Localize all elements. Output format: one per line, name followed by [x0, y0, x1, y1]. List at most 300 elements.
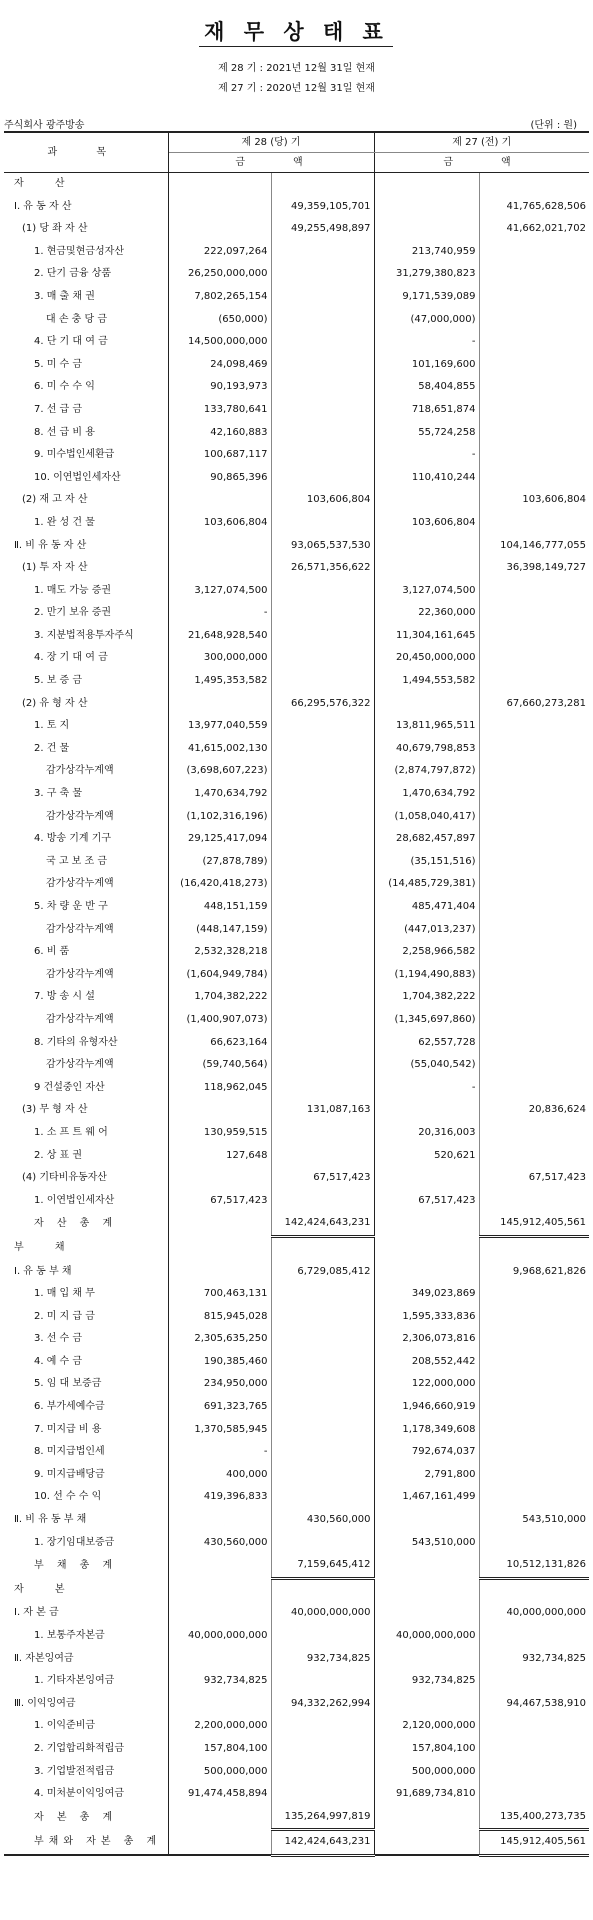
- current-detail-amount: 1,495,353,582: [168, 670, 271, 693]
- current-total-amount: [271, 1145, 374, 1168]
- current-detail-amount: [168, 196, 271, 219]
- previous-detail-amount: 1,946,660,919: [374, 1396, 479, 1419]
- previous-total-amount: [479, 422, 589, 445]
- previous-total-amount: [479, 828, 589, 851]
- current-detail-amount: [168, 173, 271, 196]
- previous-detail-amount: -: [374, 1077, 479, 1100]
- current-total-amount: [271, 873, 374, 896]
- previous-total-amount: [479, 1373, 589, 1396]
- current-detail-amount: 24,098,469: [168, 354, 271, 377]
- account-name-cell: 국 고 보 조 금: [4, 851, 168, 874]
- previous-detail-amount: 718,651,874: [374, 399, 479, 422]
- previous-total-amount: [479, 1625, 589, 1648]
- table-row: [4, 1806, 589, 1830]
- header-current-sub1: 금: [168, 153, 271, 173]
- current-total-amount: 93,065,537,530: [271, 535, 374, 558]
- account-name-cell: 2. 건 물: [4, 738, 168, 761]
- account-name-cell: 4. 예 수 금: [4, 1351, 168, 1374]
- previous-total-amount: [479, 173, 589, 196]
- current-total-amount: [271, 263, 374, 286]
- previous-detail-amount: 58,404,855: [374, 376, 479, 399]
- previous-total-amount: [479, 1306, 589, 1329]
- previous-total-amount: [479, 263, 589, 286]
- table-row: [4, 1648, 589, 1671]
- current-detail-amount: 1,470,634,792: [168, 783, 271, 806]
- current-total-amount: 6,729,085,412: [271, 1261, 374, 1284]
- table-row: [4, 1602, 589, 1625]
- account-name-cell: Ⅲ. 이익잉여금: [4, 1693, 168, 1716]
- previous-total-amount: [479, 783, 589, 806]
- previous-total-amount: [479, 647, 589, 670]
- previous-detail-amount: 2,306,073,816: [374, 1328, 479, 1351]
- current-detail-amount: 127,648: [168, 1145, 271, 1168]
- account-name-cell: 6. 비 품: [4, 941, 168, 964]
- table-row: [4, 1830, 589, 1856]
- current-detail-amount: 103,606,804: [168, 512, 271, 535]
- previous-total-amount: 40,000,000,000: [506, 1607, 587, 1619]
- current-detail-amount: (448,147,159): [168, 919, 271, 942]
- current-total-amount: 7,159,645,412: [271, 1554, 374, 1578]
- table-row: [4, 873, 589, 896]
- current-total-amount: [271, 760, 374, 783]
- account-name-cell: 7. 선 급 금: [4, 399, 168, 422]
- previous-detail-amount: 3,127,074,500: [374, 580, 479, 603]
- current-total-amount: [271, 964, 374, 987]
- account-name-cell: 감가상각누계액: [4, 1009, 168, 1032]
- table-row: [4, 1554, 589, 1578]
- previous-detail-amount: 103,606,804: [374, 512, 479, 535]
- account-name-cell: 부채와 자본 총 계: [4, 1830, 168, 1856]
- previous-total-amount: 145,912,405,561: [479, 1830, 589, 1856]
- account-name-cell: 5. 미 수 금: [4, 354, 168, 377]
- current-total-amount: [271, 715, 374, 738]
- previous-detail-amount: 22,360,000: [374, 602, 479, 625]
- current-detail-amount: [168, 1693, 271, 1716]
- account-name-cell: 감가상각누계액: [4, 806, 168, 829]
- current-total-amount: [271, 580, 374, 603]
- current-total-amount: [271, 286, 374, 309]
- table-row: [4, 1190, 589, 1213]
- previous-detail-amount: [374, 489, 479, 512]
- current-detail-amount: [168, 1261, 271, 1284]
- table-row: [4, 218, 589, 241]
- table-row: [4, 1283, 589, 1306]
- current-detail-amount: [168, 218, 271, 241]
- previous-total-amount: 103,606,804: [522, 494, 587, 506]
- document-title: 재 무 상 태 표: [204, 20, 389, 44]
- account-name-cell: 10. 선 수 수 익: [4, 1486, 168, 1509]
- previous-total-amount: [479, 1054, 589, 1077]
- current-detail-amount: [168, 1167, 271, 1190]
- account-name-cell: 자 본: [4, 1578, 168, 1602]
- current-detail-amount: 130,959,515: [168, 1122, 271, 1145]
- account-name-cell: 5. 보 증 금: [4, 670, 168, 693]
- table-row: [4, 580, 589, 603]
- header-previous-sub1: 금: [374, 153, 479, 173]
- table-row: [4, 670, 589, 693]
- account-name-cell: (4) 기타비유동자산: [4, 1167, 168, 1190]
- previous-total-amount: [479, 986, 589, 1009]
- table-row: [4, 376, 589, 399]
- previous-detail-amount: 31,279,380,823: [374, 263, 479, 286]
- previous-total-amount: [479, 1009, 589, 1032]
- previous-total-amount: [479, 602, 589, 625]
- current-total-amount: [271, 738, 374, 761]
- current-detail-amount: 500,000,000: [168, 1761, 271, 1784]
- current-total-amount: [271, 1054, 374, 1077]
- current-detail-amount: [168, 1212, 271, 1236]
- previous-total-amount: [479, 286, 589, 309]
- previous-detail-amount: -: [374, 331, 479, 354]
- account-name-cell: 9. 미수법인세환급: [4, 444, 168, 467]
- previous-total-amount: [479, 1761, 589, 1784]
- account-name-cell: 2. 단기 금융 상품: [4, 263, 168, 286]
- current-total-amount: [271, 647, 374, 670]
- account-name-cell: 1. 현금및현금성자산: [4, 241, 168, 264]
- table-row: [4, 1693, 589, 1716]
- previous-total-amount: 145,912,405,561: [479, 1212, 589, 1236]
- current-total-amount: [271, 354, 374, 377]
- current-total-amount: [271, 1328, 374, 1351]
- table-row: [4, 557, 589, 580]
- current-detail-amount: 7,802,265,154: [168, 286, 271, 309]
- table-row: [4, 647, 589, 670]
- previous-total-amount: [479, 467, 589, 490]
- current-detail-amount: [168, 1806, 271, 1830]
- current-total-amount: [271, 1122, 374, 1145]
- previous-total-amount: [479, 896, 589, 919]
- previous-detail-amount: [374, 1648, 479, 1671]
- previous-total-amount: [479, 580, 589, 603]
- account-name-cell: 6. 부가세예수금: [4, 1396, 168, 1419]
- current-total-amount: [271, 1032, 374, 1055]
- previous-total-amount: [479, 1532, 589, 1555]
- table-row: [4, 1464, 589, 1487]
- current-detail-amount: 222,097,264: [168, 241, 271, 264]
- current-detail-amount: (3,698,607,223): [168, 760, 271, 783]
- current-detail-amount: 2,305,635,250: [168, 1328, 271, 1351]
- current-total-amount: [271, 1306, 374, 1329]
- account-name-cell: 2. 기업합리화적립금: [4, 1738, 168, 1761]
- current-detail-amount: 691,323,765: [168, 1396, 271, 1419]
- current-detail-amount: 91,474,458,894: [168, 1783, 271, 1806]
- current-total-amount: [271, 602, 374, 625]
- previous-total-amount: [479, 241, 589, 264]
- previous-detail-amount: -: [374, 444, 479, 467]
- previous-detail-amount: [374, 557, 479, 580]
- table-row: [4, 941, 589, 964]
- table-row: [4, 1054, 589, 1077]
- current-total-amount: 49,359,105,701: [271, 196, 374, 219]
- account-name-cell: 3. 매 출 채 권: [4, 286, 168, 309]
- current-total-amount: 67,517,423: [271, 1167, 374, 1190]
- current-detail-amount: 932,734,825: [168, 1670, 271, 1693]
- table-row: [4, 1351, 589, 1374]
- table-row: [4, 1761, 589, 1784]
- table-row: [4, 196, 589, 219]
- table-row: [4, 1009, 589, 1032]
- current-detail-amount: 2,532,328,218: [168, 941, 271, 964]
- account-name-cell: 1. 토 지: [4, 715, 168, 738]
- current-detail-amount: 41,615,002,130: [168, 738, 271, 761]
- previous-total-amount: 67,517,423: [528, 1172, 587, 1184]
- previous-total-amount: [479, 715, 589, 738]
- previous-detail-amount: 157,804,100: [374, 1738, 479, 1761]
- current-detail-amount: (650,000): [168, 309, 271, 332]
- previous-total-amount: 67,660,273,281: [506, 697, 587, 709]
- header-previous-sub2: 액: [479, 153, 589, 173]
- previous-total-amount: [479, 1441, 589, 1464]
- current-total-amount: [271, 1464, 374, 1487]
- account-name-cell: 1. 이익준비금: [4, 1715, 168, 1738]
- current-total-amount: [271, 173, 374, 196]
- account-name-cell: 감가상각누계액: [4, 1054, 168, 1077]
- current-total-amount: [271, 783, 374, 806]
- previous-detail-amount: 1,595,333,836: [374, 1306, 479, 1329]
- table-row: [4, 1032, 589, 1055]
- table-row: [4, 286, 589, 309]
- account-name-cell: 감가상각누계액: [4, 919, 168, 942]
- previous-detail-amount: 1,704,382,222: [374, 986, 479, 1009]
- account-name-cell: 1. 기타자본잉여금: [4, 1670, 168, 1693]
- previous-total-amount: [479, 399, 589, 422]
- current-detail-amount: 26,250,000,000: [168, 263, 271, 286]
- account-name-cell: 3. 선 수 금: [4, 1328, 168, 1351]
- previous-total-amount: [479, 1738, 589, 1761]
- previous-detail-amount: (55,040,542): [374, 1054, 479, 1077]
- table-row: [4, 986, 589, 1009]
- current-total-amount: 131,087,163: [271, 1099, 374, 1122]
- header-previous-period: 제 27 (전) 기: [374, 132, 589, 153]
- table-row: [4, 1783, 589, 1806]
- current-detail-amount: [168, 1830, 271, 1856]
- previous-detail-amount: 40,000,000,000: [374, 1625, 479, 1648]
- current-total-amount: [271, 1532, 374, 1555]
- account-name-cell: Ⅰ. 유 동 자 산: [4, 196, 168, 219]
- current-total-amount: 142,424,643,231: [271, 1212, 374, 1236]
- previous-total-amount: [479, 1145, 589, 1168]
- current-total-amount: [271, 828, 374, 851]
- account-name-cell: (2) 유 형 자 산: [4, 693, 168, 716]
- previous-total-amount: 20,836,624: [528, 1104, 587, 1116]
- table-row: [4, 241, 589, 264]
- account-name-cell: Ⅱ. 자본잉여금: [4, 1648, 168, 1671]
- title-underline: [199, 46, 393, 47]
- previous-detail-amount: [374, 1578, 479, 1602]
- current-detail-amount: 21,648,928,540: [168, 625, 271, 648]
- current-detail-amount: 13,977,040,559: [168, 715, 271, 738]
- account-name-cell: 1. 장기임대보증금: [4, 1532, 168, 1555]
- current-total-amount: [271, 241, 374, 264]
- previous-detail-amount: 520,621: [374, 1145, 479, 1168]
- current-detail-amount: 448,151,159: [168, 896, 271, 919]
- account-name-cell: 3. 기업발전적립금: [4, 1761, 168, 1784]
- table-row: [4, 1373, 589, 1396]
- table-row: [4, 919, 589, 942]
- previous-total-amount: [479, 760, 589, 783]
- previous-detail-amount: 20,450,000,000: [374, 647, 479, 670]
- account-name-cell: (1) 당 좌 자 산: [4, 218, 168, 241]
- table-row: [4, 422, 589, 445]
- previous-detail-amount: 9,171,539,089: [374, 286, 479, 309]
- current-detail-amount: 67,517,423: [168, 1190, 271, 1213]
- current-total-amount: 103,606,804: [271, 489, 374, 512]
- current-total-amount: [271, 1670, 374, 1693]
- account-name-cell: 부 채 총 계: [4, 1554, 168, 1578]
- table-row: [4, 1486, 589, 1509]
- table-row: [4, 851, 589, 874]
- account-name-cell: 8. 미지급법인세: [4, 1441, 168, 1464]
- table-row: [4, 354, 589, 377]
- current-detail-amount: [168, 1554, 271, 1578]
- previous-total-amount: [479, 309, 589, 332]
- current-total-amount: [271, 670, 374, 693]
- table-row: [4, 738, 589, 761]
- table-row: [4, 806, 589, 829]
- current-detail-amount: [168, 1099, 271, 1122]
- previous-total-amount: [479, 1236, 589, 1260]
- previous-total-amount: [479, 1190, 589, 1213]
- previous-total-amount: [479, 1486, 589, 1509]
- previous-total-amount: [479, 354, 589, 377]
- current-total-amount: [271, 376, 374, 399]
- account-name-cell: 8. 기타의 유형자산: [4, 1032, 168, 1055]
- previous-total-amount: [479, 919, 589, 942]
- current-total-amount: [271, 467, 374, 490]
- table-row: [4, 1625, 589, 1648]
- table-row: [4, 693, 589, 716]
- current-detail-amount: 700,463,131: [168, 1283, 271, 1306]
- table-row: [4, 783, 589, 806]
- table-row: [4, 1328, 589, 1351]
- account-name-cell: 10. 이연법인세자산: [4, 467, 168, 490]
- current-total-amount: [271, 806, 374, 829]
- current-detail-amount: [168, 693, 271, 716]
- previous-total-amount: 10,512,131,826: [479, 1554, 589, 1578]
- current-detail-amount: [168, 1648, 271, 1671]
- account-name-cell: 1. 소 프 트 웨 어: [4, 1122, 168, 1145]
- account-name-cell: Ⅰ. 자 본 금: [4, 1602, 168, 1625]
- table-row: [4, 1670, 589, 1693]
- current-total-amount: [271, 1190, 374, 1213]
- previous-total-amount: [479, 625, 589, 648]
- header-current-sub2: 액: [271, 153, 374, 173]
- current-total-amount: 40,000,000,000: [271, 1602, 374, 1625]
- current-total-amount: [271, 625, 374, 648]
- current-detail-amount: (16,420,418,273): [168, 873, 271, 896]
- previous-detail-amount: 500,000,000: [374, 1761, 479, 1784]
- previous-total-amount: [479, 670, 589, 693]
- table-row: [4, 1509, 589, 1532]
- previous-detail-amount: 543,510,000: [374, 1532, 479, 1555]
- current-total-amount: [271, 422, 374, 445]
- table-row: [4, 828, 589, 851]
- current-detail-amount: (1,604,949,784): [168, 964, 271, 987]
- previous-detail-amount: (14,485,729,381): [374, 873, 479, 896]
- previous-total-amount: [479, 851, 589, 874]
- previous-detail-amount: 1,178,349,608: [374, 1419, 479, 1442]
- previous-total-amount: [479, 738, 589, 761]
- current-total-amount: 135,264,997,819: [271, 1806, 374, 1830]
- previous-detail-amount: (2,874,797,872): [374, 760, 479, 783]
- current-detail-amount: (1,102,316,196): [168, 806, 271, 829]
- previous-detail-amount: 55,724,258: [374, 422, 479, 445]
- previous-total-amount: [479, 1328, 589, 1351]
- current-detail-amount: [168, 1578, 271, 1602]
- previous-total-amount: [479, 1715, 589, 1738]
- current-total-amount: [271, 331, 374, 354]
- table-row: [4, 896, 589, 919]
- previous-detail-amount: [374, 1830, 479, 1856]
- previous-total-amount: 9,968,621,826: [512, 1265, 587, 1277]
- table-row: [4, 1306, 589, 1329]
- previous-total-amount: [479, 512, 589, 535]
- previous-detail-amount: (1,194,490,883): [374, 964, 479, 987]
- account-name-cell: 6. 미 수 수 익: [4, 376, 168, 399]
- current-total-amount: [271, 1351, 374, 1374]
- current-detail-amount: 3,127,074,500: [168, 580, 271, 603]
- account-name-cell: 자 산 총 계: [4, 1212, 168, 1236]
- current-detail-amount: (27,878,789): [168, 851, 271, 874]
- account-name-cell: 감가상각누계액: [4, 873, 168, 896]
- current-total-amount: 94,332,262,994: [271, 1693, 374, 1716]
- table-row: [4, 1532, 589, 1555]
- previous-detail-amount: 1,494,553,582: [374, 670, 479, 693]
- previous-detail-amount: (1,058,040,417): [374, 806, 479, 829]
- table-row: [4, 1167, 589, 1190]
- current-detail-amount: 234,950,000: [168, 1373, 271, 1396]
- previous-total-amount: [479, 1670, 589, 1693]
- current-total-amount: [271, 1486, 374, 1509]
- current-detail-amount: 430,560,000: [168, 1532, 271, 1555]
- previous-detail-amount: 110,410,244: [374, 467, 479, 490]
- current-total-amount: [271, 1441, 374, 1464]
- previous-total-amount: 135,400,273,735: [479, 1806, 589, 1830]
- current-detail-amount: -: [168, 1441, 271, 1464]
- table-row: [4, 1738, 589, 1761]
- table-row: [4, 1099, 589, 1122]
- previous-detail-amount: [374, 1212, 479, 1236]
- previous-total-amount: [479, 1578, 589, 1602]
- previous-detail-amount: 792,674,037: [374, 1441, 479, 1464]
- account-name-cell: 7. 방 송 시 설: [4, 986, 168, 1009]
- previous-detail-amount: [374, 693, 479, 716]
- table-row: [4, 535, 589, 558]
- account-name-cell: Ⅱ. 비 유 동 자 산: [4, 535, 168, 558]
- current-total-amount: [271, 1373, 374, 1396]
- previous-detail-amount: 2,791,800: [374, 1464, 479, 1487]
- current-total-amount: 66,295,576,322: [271, 693, 374, 716]
- account-name-cell: 9 건설중인 자산: [4, 1077, 168, 1100]
- current-total-amount: 932,734,825: [271, 1648, 374, 1671]
- account-name-cell: 7. 미지급 비 용: [4, 1419, 168, 1442]
- account-name-cell: 3. 지분법적용투자주식: [4, 625, 168, 648]
- period-current: 제 28 기 : 2021년 12월 31일 현재: [218, 63, 375, 74]
- account-name-cell: 1. 매도 가능 증권: [4, 580, 168, 603]
- table-row: [4, 263, 589, 286]
- previous-detail-amount: [374, 1099, 479, 1122]
- previous-total-amount: 41,765,628,506: [506, 200, 587, 212]
- table-row: [4, 309, 589, 332]
- previous-detail-amount: [374, 1602, 479, 1625]
- current-total-amount: [271, 1419, 374, 1442]
- previous-total-amount: 41,662,021,702: [506, 223, 587, 235]
- current-detail-amount: 66,623,164: [168, 1032, 271, 1055]
- current-total-amount: [271, 919, 374, 942]
- account-name-cell: 1. 매 입 채 무: [4, 1283, 168, 1306]
- account-name-cell: 자 산: [4, 173, 168, 196]
- account-name-cell: 8. 선 급 비 용: [4, 422, 168, 445]
